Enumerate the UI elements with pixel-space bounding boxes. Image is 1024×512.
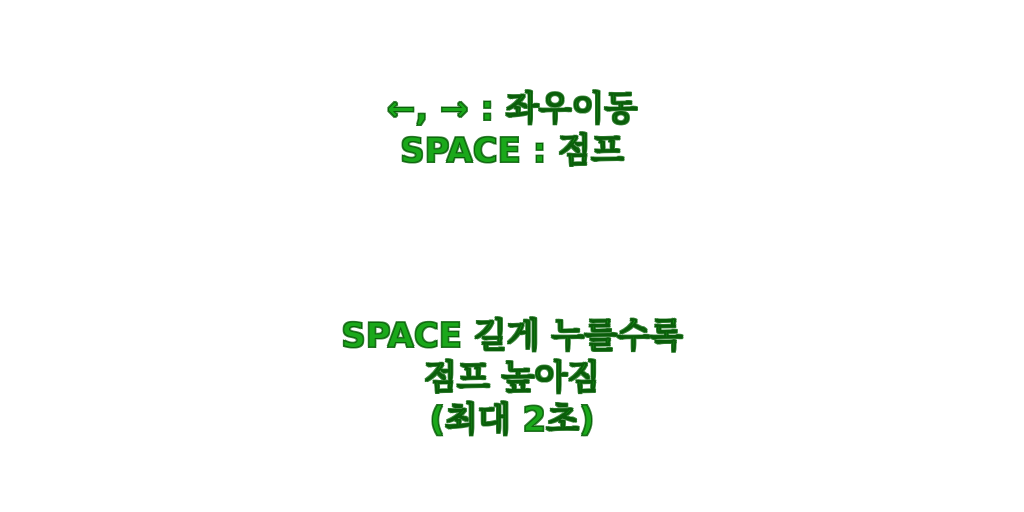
jump-info-line-2: 점프 높아짐 — [423, 358, 601, 398]
jump-info-line-3: (최대 2초) — [429, 400, 595, 440]
jump-instruction: SPACE : 점프 — [400, 131, 624, 171]
move-instruction: ←, → : 좌우이동 — [386, 89, 638, 129]
jump-info — [0, 315, 1024, 441]
controls-instructions — [0, 88, 1024, 172]
jump-info-line-1: SPACE 길게 누를수록 — [341, 316, 683, 356]
